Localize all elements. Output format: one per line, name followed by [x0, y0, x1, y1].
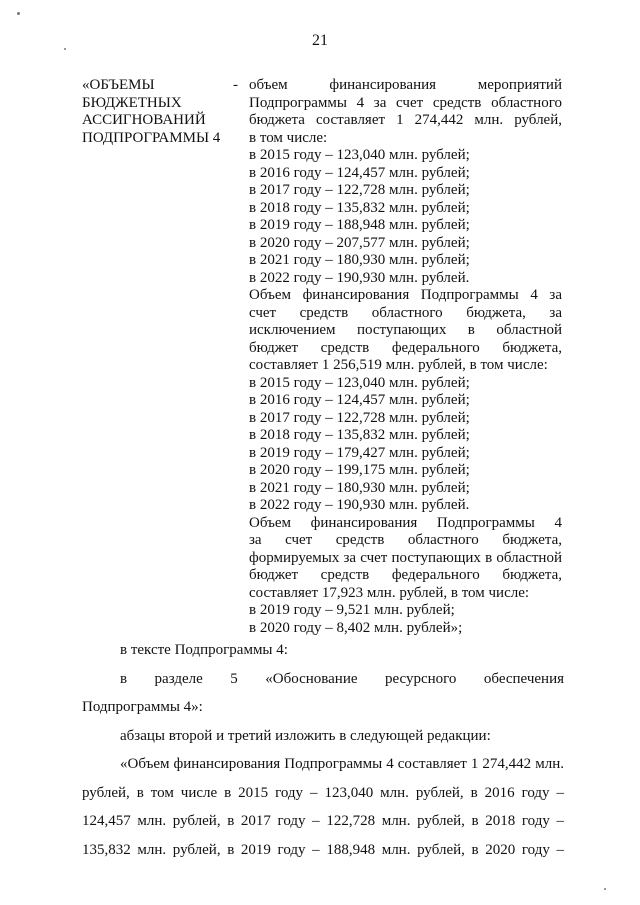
year-amount-line: в 2020 году – 207,577 млн. рублей;	[249, 234, 470, 251]
text-line: в том числе:	[249, 129, 328, 146]
paragraph-line: 124,457 млн. рублей, в 2017 году – 122,728 млн. рублей, в 2018 году –	[82, 813, 564, 829]
scan-speck	[64, 48, 66, 50]
text-line: Подпрограммы 4 за счет средств областного	[249, 94, 562, 111]
year-amount-line: в 2017 году – 122,728 млн. рублей;	[249, 409, 470, 426]
year-amount-line: в 2018 году – 135,832 млн. рублей;	[249, 427, 470, 443]
paragraph-line: рублей, в том числе в 2015 году – 123,040 млн. рублей, в 2016 году –	[82, 784, 564, 801]
text-line: Объем финансирования Подпрограммы 4	[249, 514, 562, 531]
paragraph-line: «Объем финансирования Подпрограммы 4 составляет 1 274,442 млн.	[120, 756, 564, 772]
year-amount-line: в 2019 году – 9,521 млн. рублей;	[249, 602, 455, 618]
label-line: БЮДЖЕТНЫХ	[82, 94, 182, 111]
year-amount-line: в 2016 году – 124,457 млн. рублей;	[249, 164, 470, 181]
label-line: «ОБЪЕМЫ	[82, 77, 155, 93]
year-amount-line: в 2015 году – 123,040 млн. рублей;	[249, 374, 470, 391]
paragraph-line: абзацы второй и третий изложить в следующей редакции:	[120, 727, 491, 744]
text-line: бюджета составляет 1 274,442 млн. рублей,	[249, 112, 562, 128]
text-line: Объем финансирования Подпрограммы 4 за	[249, 287, 562, 303]
year-amount-line: в 2021 году – 180,930 млн. рублей;	[249, 479, 470, 496]
body-text	[82, 636, 564, 864]
year-amount-line: в 2017 году – 122,728 млн. рублей;	[249, 182, 470, 198]
page-number: 21	[312, 32, 328, 49]
text-line: составляет 1 256,519 млн. рублей, в том числе:	[249, 357, 548, 373]
paragraph-line: в разделе 5 «Обоснование ресурсного обеспечения	[120, 670, 564, 687]
label-line: АССИГНОВАНИЙ	[82, 112, 206, 128]
text-line: бюджет средств федерального бюджета,	[249, 339, 562, 356]
label-line: ПОДПРОГРАММЫ 4	[82, 129, 221, 146]
paragraph-line: в тексте Подпрограммы 4:	[120, 642, 288, 658]
year-amount-line: в 2015 году – 123,040 млн. рублей;	[249, 147, 470, 163]
year-amount-line: в 2018 году – 135,832 млн. рублей;	[249, 199, 470, 216]
text-line: счет средств областного бюджета, за	[249, 304, 562, 321]
text-line: объем финансирования мероприятий	[249, 77, 562, 93]
paragraph-line: Подпрограммы 4»:	[82, 699, 203, 715]
year-amount-line: в 2021 году – 180,930 млн. рублей;	[249, 252, 470, 268]
scan-speck	[604, 888, 606, 890]
text-line: формируемых за счет поступающих в областной	[249, 549, 562, 566]
separator-dash: -	[233, 77, 238, 93]
text-line: составляет 17,923 млн. рублей, в том числе:	[249, 584, 530, 601]
passport-field-label	[82, 77, 232, 147]
year-amount-line: в 2022 году – 190,930 млн. рублей.	[249, 269, 470, 286]
text-line: бюджет средств федерального бюджета,	[249, 567, 562, 583]
paragraph-line: 135,832 млн. рублей, в 2019 году – 188,948 млн. рублей, в 2020 году –	[82, 841, 564, 858]
year-amount-line: в 2020 году – 199,175 млн. рублей;	[249, 462, 470, 478]
year-amount-line: в 2019 году – 179,427 млн. рублей;	[249, 444, 470, 461]
year-amount-line: в 2020 году – 8,402 млн. рублей»;	[249, 619, 463, 636]
year-amount-line: в 2019 году – 188,948 млн. рублей;	[249, 217, 470, 233]
year-amount-line: в 2016 году – 124,457 млн. рублей;	[249, 392, 470, 408]
year-amount-line: в 2022 году – 190,930 млн. рублей.	[249, 497, 470, 513]
text-line: за счет средств областного бюджета,	[249, 532, 562, 548]
scan-speck	[17, 12, 20, 15]
passport-field-value	[249, 77, 562, 637]
text-line: исключением поступающих в областной	[249, 322, 562, 338]
